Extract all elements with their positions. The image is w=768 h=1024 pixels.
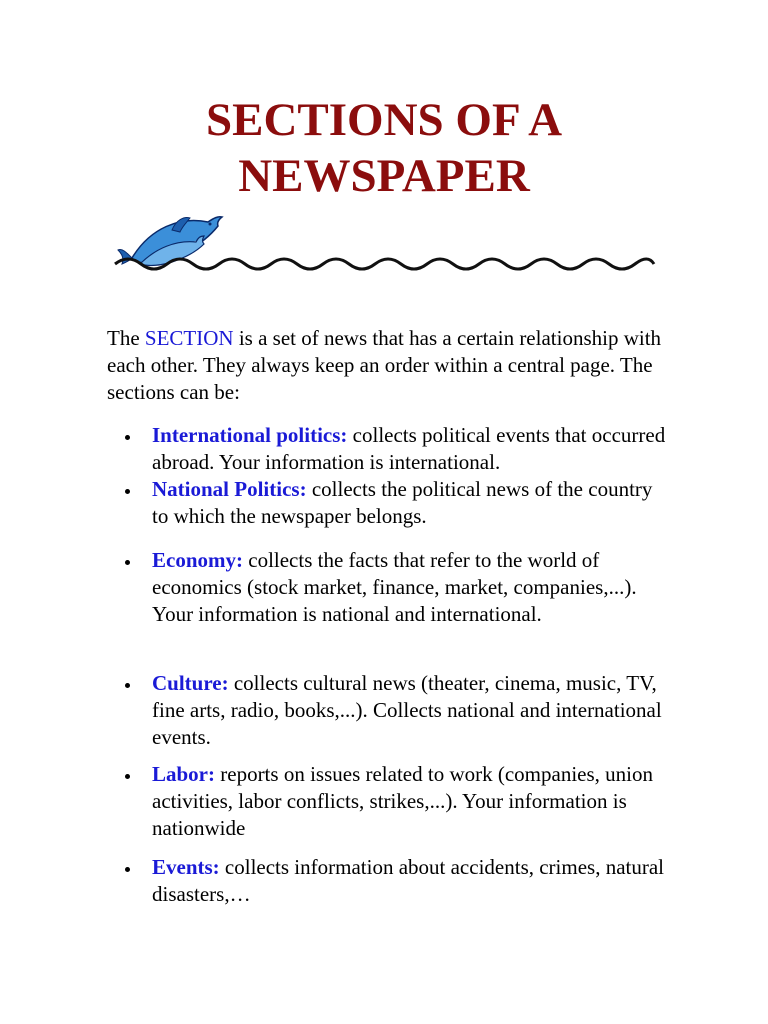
list-item-title: Events: (152, 855, 220, 879)
list-item-description: collects information about accidents, crimes, natural disasters,… (152, 855, 665, 906)
list-item (107, 547, 667, 628)
intro-paragraph (107, 325, 677, 406)
list-item-description: collects the political news of the country to which the newspaper belongs. (152, 477, 653, 528)
list-item-title: National Politics: (152, 477, 307, 501)
bullet-icon (125, 683, 130, 688)
list-item-description: collects cultural news (theater, cinema, music, TV, fine arts, radio, books,...). Collects national and international events. (152, 671, 662, 749)
list-item-text (152, 854, 667, 908)
list-item-title: Labor: (152, 762, 215, 786)
list-item (107, 761, 667, 842)
list-item-title: Economy: (152, 548, 243, 572)
page-title (0, 92, 768, 204)
dolphin-icon (118, 217, 222, 266)
list-item-text (152, 670, 667, 751)
title-line-2: NEWSPAPER (238, 150, 530, 202)
bullet-icon (125, 867, 130, 872)
list-item-text (152, 547, 667, 628)
wave-divider (115, 259, 654, 269)
intro-keyword: SECTION (144, 326, 234, 350)
list-item (107, 854, 667, 908)
dolphin-wave-illustration (110, 208, 660, 278)
list-item-description: reports on issues related to work (companies, union activities, labor conflicts, strikes,...). Your information is nationwide (152, 762, 653, 840)
bullet-icon (125, 560, 130, 565)
bullet-icon (125, 774, 130, 779)
list-item-description: collects the facts that refer to the world of economics (stock market, finance, market, companies,...). Your information is national and international. (152, 548, 637, 626)
list-item (107, 422, 667, 476)
intro-prefix: The (107, 326, 145, 350)
list-item-description: collects political events that occurred abroad. Your information is international. (152, 423, 666, 474)
list-item-text (152, 422, 667, 476)
bullet-icon (125, 435, 130, 440)
list-item (107, 670, 667, 751)
list-item-title: Culture: (152, 671, 229, 695)
bullet-icon (125, 489, 130, 494)
title-line-1: SECTIONS OF A (205, 94, 563, 146)
list-item-title: International politics: (152, 423, 348, 447)
list-item (107, 476, 667, 530)
list-item-text (152, 476, 667, 530)
intro-rest: is a set of news that has a certain relationship with each other. They always keep an order within a central page. The sections can be: (107, 326, 662, 404)
list-item-text (152, 761, 667, 842)
